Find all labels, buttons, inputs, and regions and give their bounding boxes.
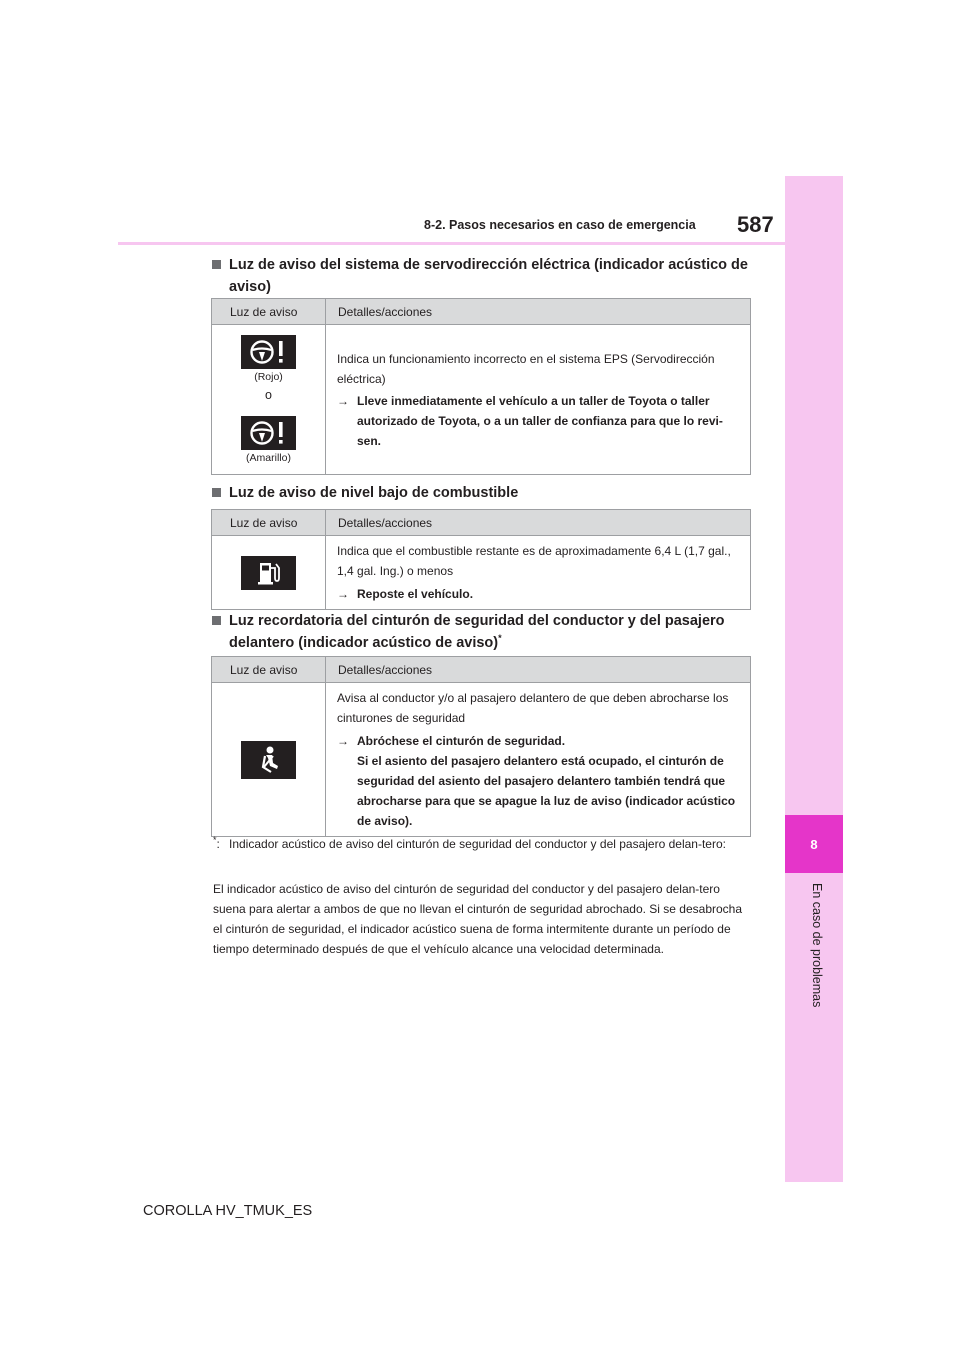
section-heading-seatbelt (212, 610, 757, 654)
detail-text: Indica un funcionamiento incorrecto en el sistema EPS (Servodirección eléctrica) (337, 351, 715, 386)
square-bullet-icon (212, 616, 221, 625)
footnote-marker: * (498, 633, 502, 644)
steering-warning-icon (241, 335, 296, 369)
action-row (337, 731, 744, 831)
square-bullet-icon (212, 488, 221, 497)
col-header-light: Luz de aviso (212, 510, 326, 536)
section-heading-fuel: Luz de aviso de nivel bajo de combustible (212, 482, 757, 504)
detail-text: Avisa al conductor y/o al pasajero delantero de que deben abrocharse los cinturones de seguridad (337, 691, 729, 725)
lamp-cell (212, 536, 326, 610)
col-header-light: Luz de aviso (212, 299, 326, 325)
warning-table-eps (211, 298, 751, 475)
arrow-right-icon: → (337, 393, 349, 408)
details-cell (326, 536, 751, 610)
action-row (337, 584, 744, 604)
col-header-light: Luz de aviso (212, 657, 326, 683)
action-text: Abróchese el cinturón de seguridad. (357, 734, 566, 748)
page-number: 587 (737, 212, 774, 237)
fuel-pump-icon (241, 556, 296, 590)
chapter-number: 8 (785, 815, 843, 873)
lamp-cell (212, 325, 326, 475)
lamp-cell (212, 683, 326, 837)
arrow-right-icon: → (337, 734, 349, 748)
footnote-text: Indicador acústico de aviso del cinturón de seguridad del conductor y del pasajero delan-tero: (229, 837, 726, 851)
col-header-details: Detalles/acciones (326, 299, 751, 325)
steering-warning-icon (241, 416, 296, 450)
footnote (213, 834, 748, 854)
col-header-details: Detalles/acciones (326, 657, 751, 683)
col-header-details: Detalles/acciones (326, 510, 751, 536)
details-cell (326, 683, 751, 837)
model-code: COROLLA HV_TMUK_ES (143, 1203, 313, 1219)
chapter-title: En caso de problemas (810, 883, 824, 1008)
warning-table-seatbelt (211, 656, 751, 837)
footnote-colon: : (216, 837, 220, 851)
arrow-right-icon: → (337, 587, 349, 601)
header-rule (118, 242, 785, 245)
details-cell (326, 325, 751, 475)
square-bullet-icon (212, 260, 221, 269)
section-title: Luz recordatoria del cinturón de seguridad del conductor y del pasajero delantero (indicador acústico de aviso) (229, 613, 725, 651)
action-text-2: Si el asiento del pasajero delantero está ocupado, el cinturón de seguridad del asiento del pasajero delantero también tendrá que abrocharse para que se apague la luz de aviso (indicador acústico de aviso). (357, 754, 736, 828)
lamp-caption-red: (Rojo) (254, 371, 283, 383)
section-heading-eps: Luz de aviso del sistema de servodirección eléctrica (indicador acústico de aviso) (212, 254, 757, 298)
or-text: o (265, 388, 272, 402)
action-text: Reposte el vehículo. (357, 587, 474, 601)
seatbelt-icon (241, 741, 296, 779)
lamp-caption-yellow: (Amarillo) (246, 452, 291, 464)
warning-table-fuel (211, 509, 751, 610)
footnote-star: * (213, 835, 217, 845)
action-row (337, 391, 744, 451)
action-text: Lleve inmediatamente el vehículo a un taller de Toyota o taller autorizado de Toyota, o a un taller de confianza para que lo revi-sen. (357, 393, 723, 448)
detail-text: Indica que el combustible restante es de aproximadamente 6,4 L (1,7 gal., 1,4 gal. Ing.) o menos (337, 544, 731, 578)
body-paragraph: El indicador acústico de aviso del cinturón de seguridad del conductor y del pasajero delan-tero suena para alertar a ambos de que no llevan el cinturón de seguridad abrochado. Si se desabrocha el cinturón de seguridad, el indicador acústico suena de forma intermitente durante un período de tiempo determinado después de que el vehículo alcance una velocidad determinada. (213, 882, 743, 956)
section-header: 8-2. Pasos necesarios en caso de emergencia (424, 218, 696, 232)
